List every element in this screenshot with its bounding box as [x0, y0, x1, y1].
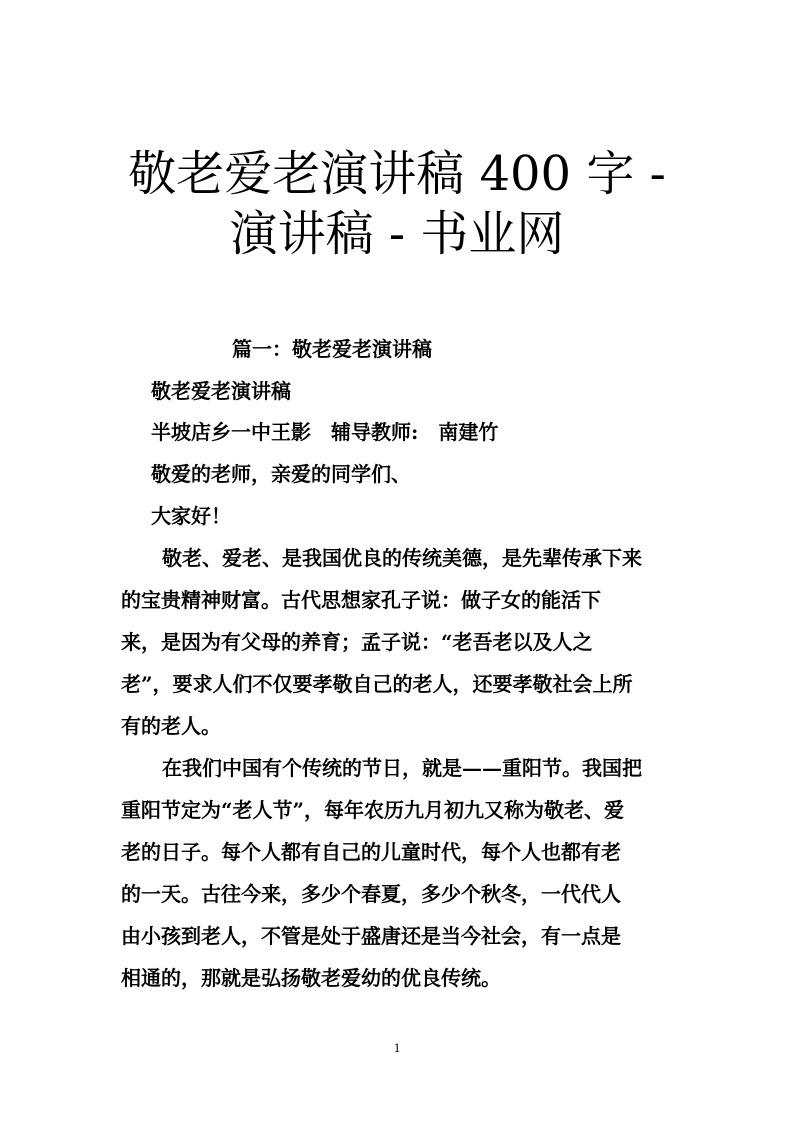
greeting: 敬爱的老师，亲爱的同学们、 — [151, 462, 411, 486]
page-number: 1 — [393, 1040, 401, 1055]
paragraph-1-line: 来，是因为有父母的养育；孟子说：“老吾老以及人之 — [121, 630, 593, 654]
author-line: 半坡店乡一中王影 辅导教师: 南建竹 — [151, 420, 499, 444]
paragraph-1-line: 的宝贵精神财富。古代思想家孔子说：做子女的能活下 — [121, 588, 601, 612]
document-title-line-2: 演讲稿 - 书业网 — [229, 206, 565, 262]
paragraph-1-line: 敬老、爱老、是我国优良的传统美德，是先辈传承下来 — [162, 546, 642, 570]
document-title-line-1: 敬老爱老演讲稿 400 字 - — [128, 146, 666, 202]
paragraph-2-line: 老的日子。每个人都有自己的儿童时代，每个人也都有老 — [121, 840, 621, 864]
hello: 大家好！ — [151, 504, 231, 528]
paragraph-1-line: 老”，要求人们不仅要孝敬自己的老人，还要孝敬社会上所 — [121, 672, 633, 696]
paragraph-2-line: 的一天。古往今来，多少个春夏，多少个秋冬，一代代人 — [121, 882, 621, 906]
paragraph-2-line: 由小孩到老人，不管是处于盛唐还是当今社会，有一点是 — [121, 924, 621, 948]
paragraph-2-line: 重阳节定为“老人节”，每年农历九月初九又称为敬老、爱 — [121, 798, 625, 822]
paragraph-2-line: 相通的，那就是弘扬敬老爱幼的优良传统。 — [121, 966, 501, 990]
paragraph-2-line: 在我们中国有个传统的节日，就是——重阳节。我国把 — [162, 756, 642, 780]
paragraph-1-line: 有的老人。 — [121, 714, 221, 738]
section-heading: 篇一：敬老爱老演讲稿 — [232, 337, 432, 361]
speech-subtitle: 敬老爱老演讲稿 — [151, 379, 291, 403]
